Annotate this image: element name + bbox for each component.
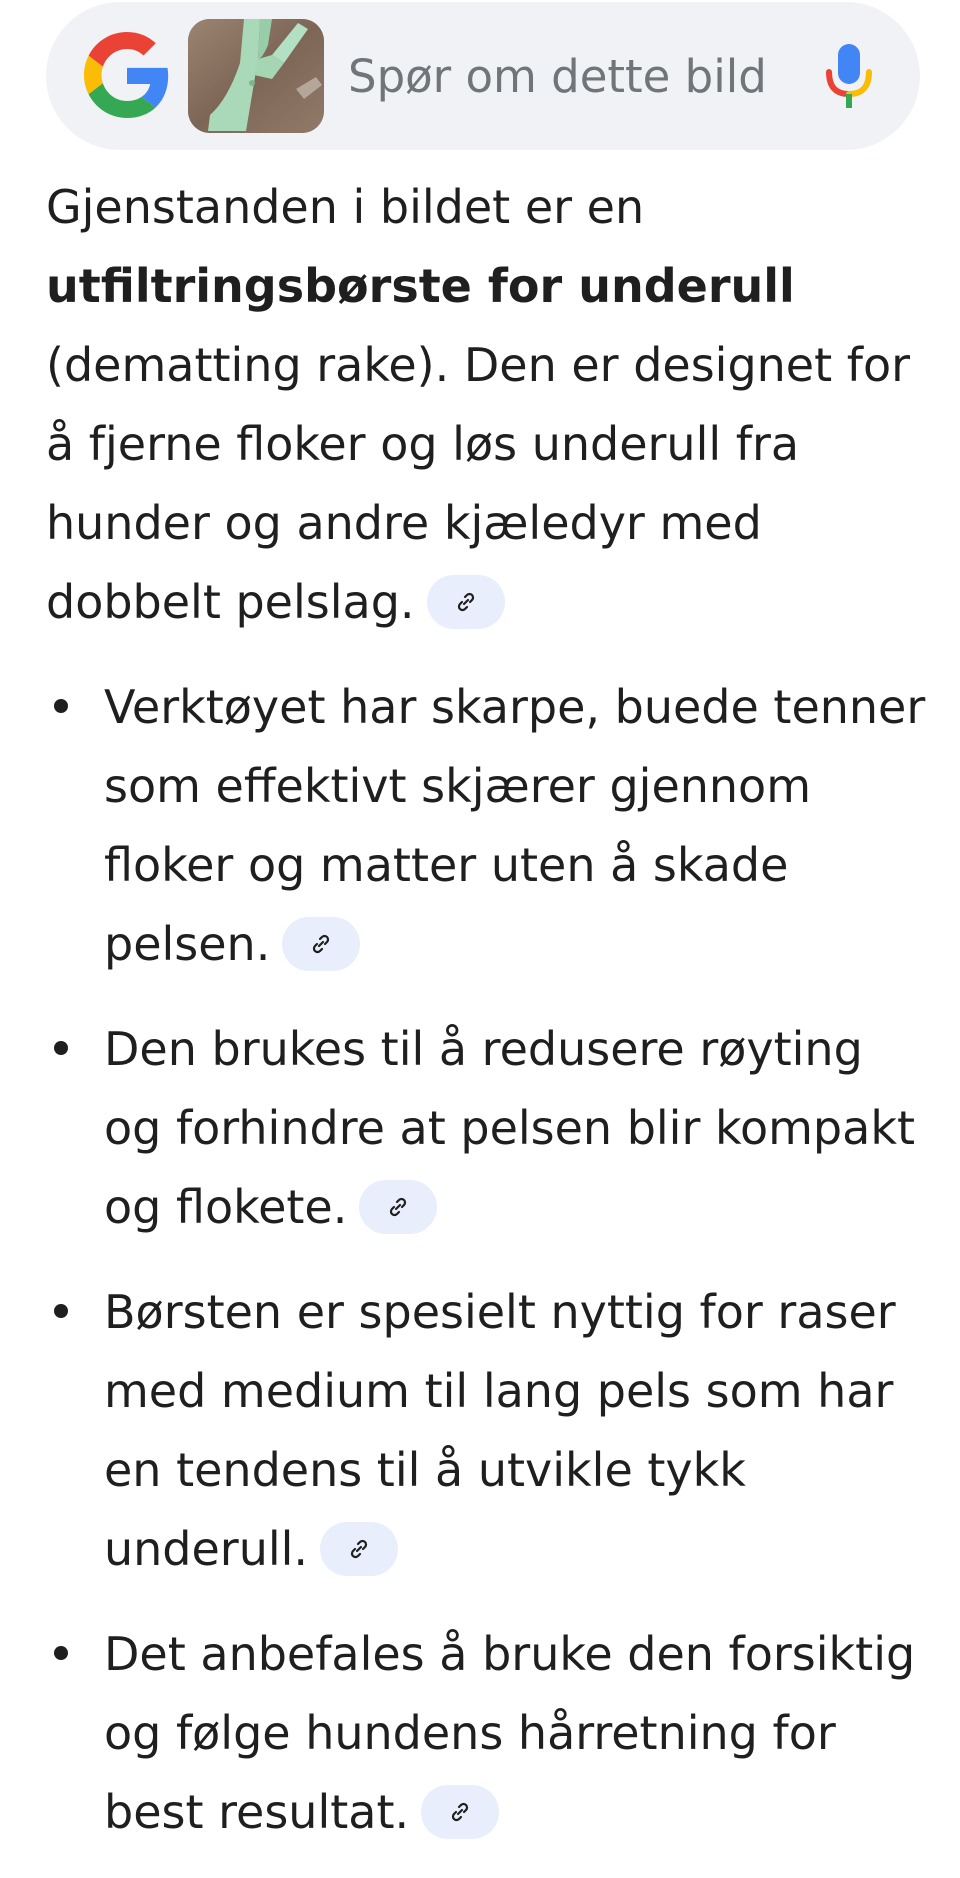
link-icon — [309, 932, 333, 956]
bullet-text: Verktøyet har skarpe, buede tenner som effektivt skjærer gjennom floker og matter uten å skade pelsen. — [104, 680, 926, 971]
list-item — [46, 1273, 926, 1589]
search-input[interactable] — [348, 42, 768, 110]
list-item — [46, 668, 926, 984]
bullet-text: Det anbefales å bruke den forsiktig og følge hundens hårretning for best resultat. — [104, 1627, 916, 1839]
source-link-button[interactable] — [320, 1522, 398, 1576]
ai-answer — [46, 168, 926, 1878]
intro-text-start: Gjenstanden i bildet er en — [46, 180, 645, 234]
list-item — [46, 1615, 926, 1852]
source-link-button[interactable] — [282, 917, 360, 971]
intro-bold-term: utfiltringsbørste for underull — [46, 259, 795, 313]
answer-intro — [46, 168, 926, 642]
link-icon — [386, 1195, 410, 1219]
source-link-button[interactable] — [427, 575, 505, 629]
microphone-icon[interactable] — [820, 40, 878, 112]
bullet-dot — [54, 699, 68, 713]
bullet-text: Den brukes til å redusere røyting og forhindre at pelsen blir kompakt og flokete. — [104, 1022, 915, 1234]
bullet-dot — [54, 1646, 68, 1660]
link-icon — [454, 590, 478, 614]
bullet-text: Børsten er spesielt nyttig for raser med medium til lang pels som har en tendens til å utvikle tykk underull. — [104, 1285, 896, 1576]
image-thumbnail[interactable] — [188, 19, 324, 133]
source-link-button[interactable] — [359, 1180, 437, 1234]
search-bar[interactable] — [46, 2, 920, 150]
answer-intro-paragraph — [46, 168, 926, 642]
source-link-button[interactable] — [421, 1785, 499, 1839]
google-logo[interactable] — [84, 32, 170, 118]
link-icon — [347, 1537, 371, 1561]
list-item — [46, 1010, 926, 1247]
bullet-dot — [54, 1041, 68, 1055]
answer-bullet-list — [46, 668, 926, 1852]
bullet-dot — [54, 1304, 68, 1318]
intro-text-end: (dematting rake). Den er designet for å fjerne floker og løs underull fra hunder og andre kjæledyr med dobbelt pelslag. — [46, 338, 911, 629]
